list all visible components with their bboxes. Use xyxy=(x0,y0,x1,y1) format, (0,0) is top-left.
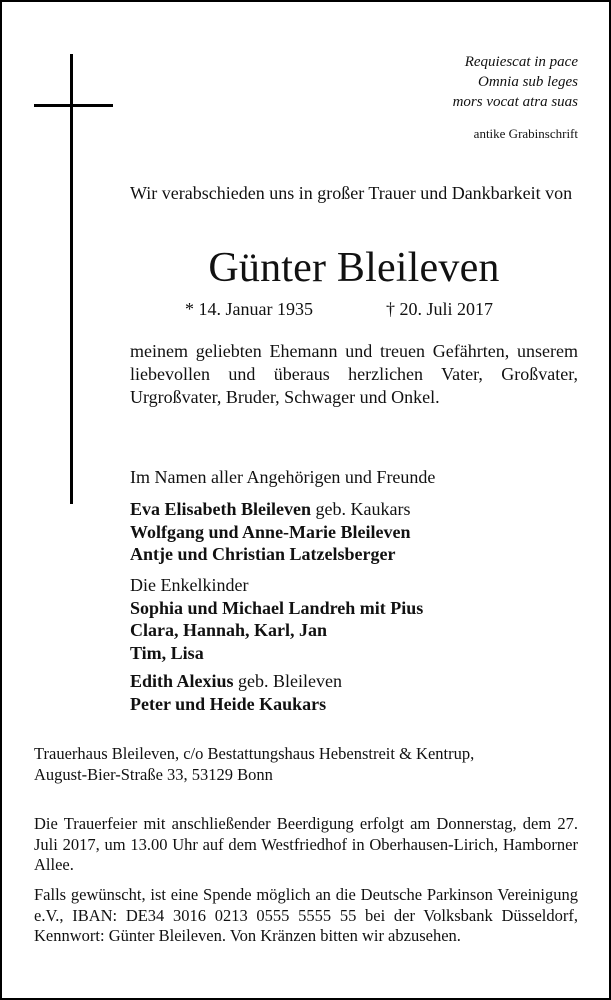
epitaph-line: Omnia sub leges xyxy=(478,74,578,90)
grandchild-entry: Tim, Lisa xyxy=(130,642,204,663)
family-list xyxy=(130,498,590,566)
epitaph-source: antike Grabinschrift xyxy=(473,126,578,141)
relative-entry xyxy=(130,670,590,693)
donation-notice: Falls gewünscht, ist eine Spende möglich an die Deutsche Parkinson Vereinigung e.V., IBAN: DE34 3016 0213 0555 5555 55 bei der Volksbank Düsseldorf, Kennwort: Günter Bleileven. Von Kränzen bitten wir abzusehen. xyxy=(34,885,578,945)
relative-entry: Peter und Heide Kaukars xyxy=(130,693,327,714)
epitaph-line: mors vocat atra suas xyxy=(452,94,578,110)
survivors-text: meinem geliebten Ehemann und treuen Gefährten, unserem liebevollen und überaus herzlichen Vater, Großvater, Urgroßvater, Bruder, Schwager und Onkel. xyxy=(130,341,578,407)
mourners-heading: Im Namen aller Angehörigen und Freunde xyxy=(130,467,436,487)
family-name: Eva Elisabeth Bleileven xyxy=(130,499,312,519)
family-suffix: geb. Kaukars xyxy=(311,499,411,519)
epitaph-line: Requiescat in pace xyxy=(464,54,578,70)
relative-suffix: geb. Bleileven xyxy=(233,671,343,691)
grandchildren-heading: Die Enkelkinder xyxy=(130,575,249,595)
cross-icon-vertical xyxy=(70,54,73,504)
relatives-list xyxy=(130,670,590,715)
family-entry: Antje und Christian Latzelsberger xyxy=(130,544,396,564)
deceased-name: Günter Bleileven xyxy=(208,245,500,291)
intro-text: Wir verabschieden uns in großer Trauer und Dankbarkeit von xyxy=(130,183,573,203)
ceremony-notice: Die Trauerfeier mit anschließender Beerdigung erfolgt am Donnerstag, dem 27. Juli 2017, um 13.00 Uhr auf dem Westfriedhof in Oberhausen-Lirich, Hamborner Allee. xyxy=(34,814,578,874)
epitaph xyxy=(453,52,578,112)
grandchild-entry: Sophia und Michael Landreh mit Pius xyxy=(130,597,424,618)
mourning-address xyxy=(34,744,582,785)
grandchild-entry: Clara, Hannah, Karl, Jan xyxy=(130,620,328,640)
grandchildren-list xyxy=(130,574,590,664)
birth-date: * 14. Januar 1935 xyxy=(185,299,313,319)
address-line: Trauerhaus Bleileven, c/o Bestattungshaus Hebenstreit & Kentrup, xyxy=(34,744,475,763)
family-entry: Wolfgang und Anne-Marie Bleileven xyxy=(130,521,411,542)
death-date: † 20. Juli 2017 xyxy=(386,299,494,319)
relative-name: Edith Alexius xyxy=(130,671,234,691)
cross-icon-horizontal xyxy=(34,104,113,107)
family-entry xyxy=(130,498,590,521)
address-line: August-Bier-Straße 33, 53129 Bonn xyxy=(34,764,273,784)
